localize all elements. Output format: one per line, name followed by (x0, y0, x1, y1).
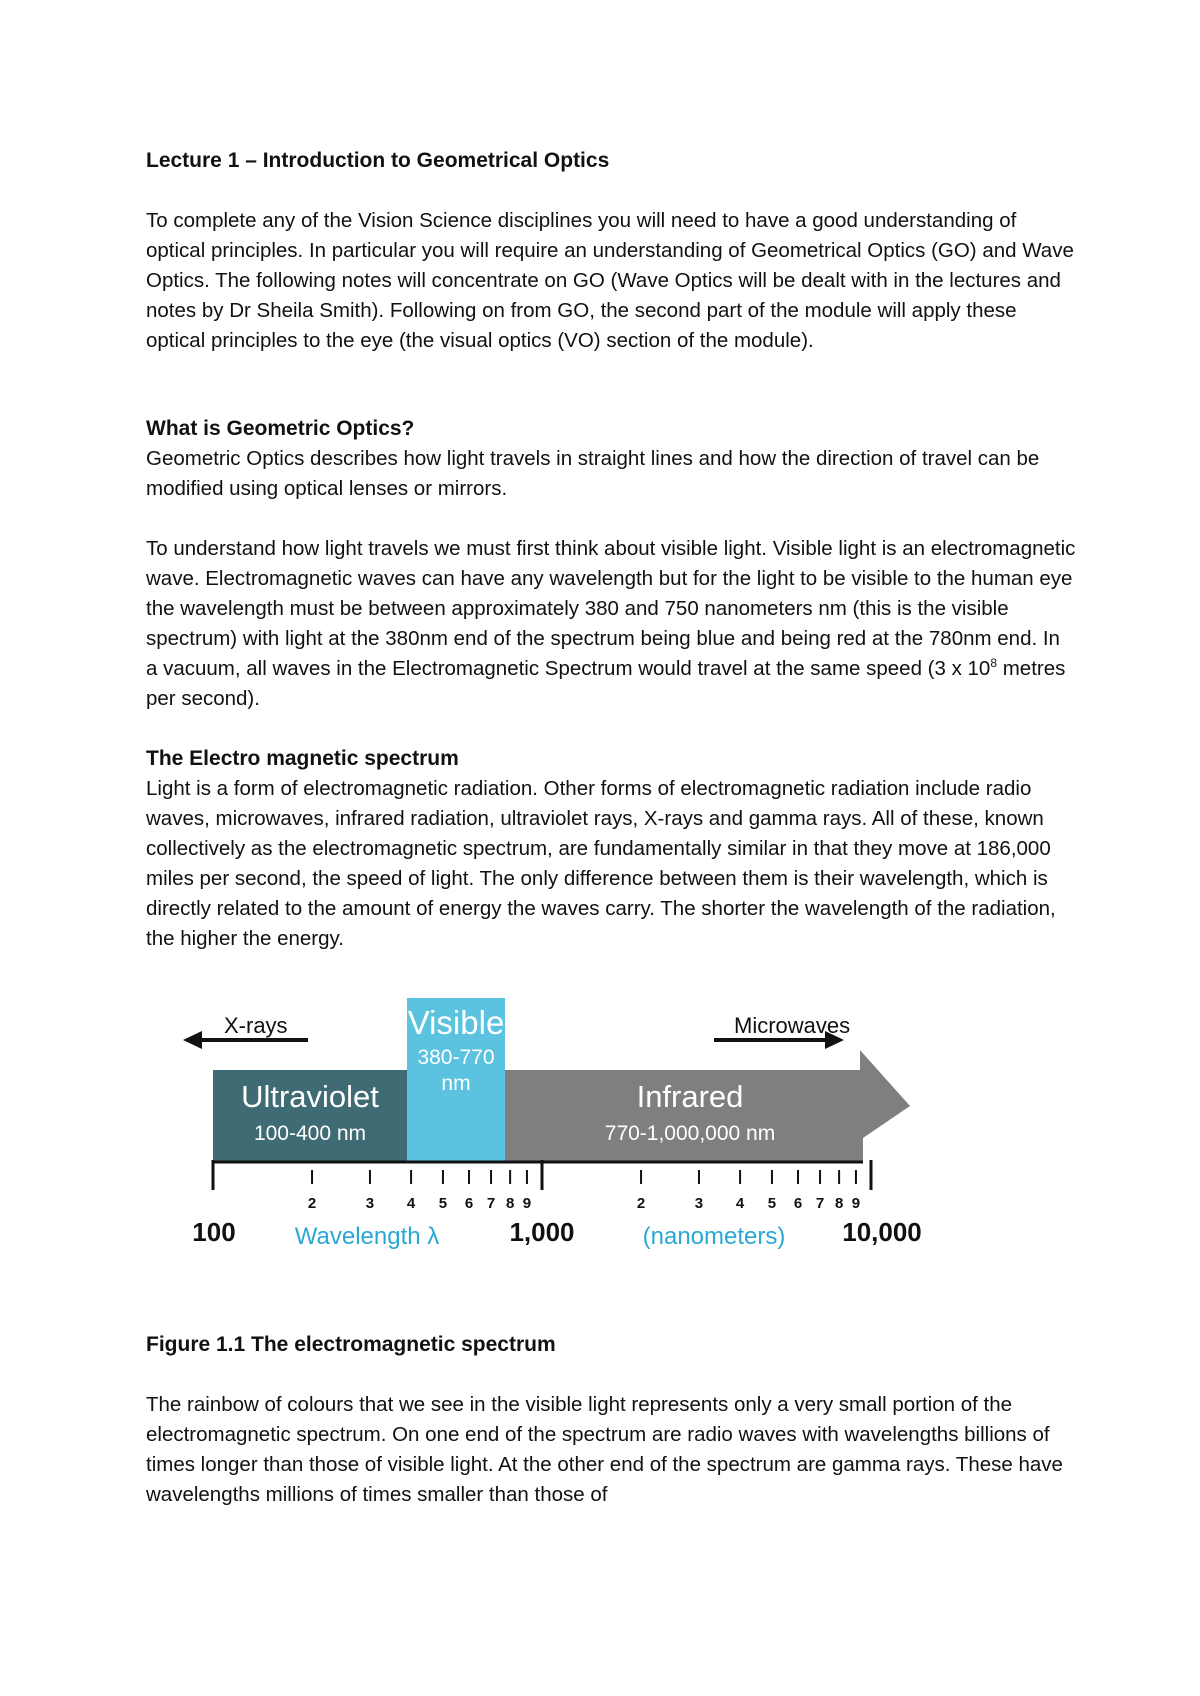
wavelength-label: Wavelength λ (294, 1223, 440, 1250)
section-heading-em-spectrum: The Electro magnetic spectrum (146, 747, 459, 770)
axis-tick-label-left-7: 7 (486, 1195, 496, 1212)
closing-paragraph: The rainbow of colours that we see in the visible light represents only a very small portion of the electromagnetic spectrum. On one end of the spectrum are radio waves with wavelengths billions of times longer than those of visible light. At the other end of the spectrum are gamma rays. These have wavelengths millions of times smaller than those of (146, 1393, 1063, 1506)
geometric-optics-paragraph: Geometric Optics describes how light travels in straight lines and how the direction of travel can be modified using optical lenses or mirrors. (146, 447, 1040, 500)
exponent: 8 (990, 656, 998, 671)
figure-caption: Figure 1.1 The electromagnetic spectrum (146, 1333, 556, 1356)
visible-light-text: To understand how light travels we must first think about visible light. Visible light is an electromagnetic wave. Electromagnetic waves can have any wavelength but for the light to be visible to the human eye the wavelength must be between approximately 380 and 750 nanometers nm (this is the visible spectrum) with light at the 380nm end of the spectrum being blue and being red at the 780nm end. In a vacuum, all waves in the Electromagnetic Spectrum would travel at the same speed (3 x 10 (146, 537, 1076, 680)
axis-tick-label-left-2: 2 (307, 1195, 317, 1212)
axis-tick-label-left-4: 4 (406, 1195, 416, 1212)
em-spectrum-figure (170, 990, 950, 1280)
axis-tick-label-left-3: 3 (365, 1195, 375, 1212)
axis-tick-label-left-9: 9 (522, 1195, 532, 1212)
visible-light-paragraph (146, 534, 1076, 714)
ultraviolet-label: Ultraviolet (241, 1079, 379, 1114)
axis-tick-label-left-5: 5 (438, 1195, 448, 1212)
nanometers-label: (nanometers) (642, 1223, 786, 1250)
visible-light-text-end: metres per second). (146, 657, 1066, 710)
axis-tick-label-right-7: 7 (815, 1195, 825, 1212)
axis-tick-label-right-8: 8 (834, 1195, 844, 1212)
axis-label-1000: 1,000 (509, 1217, 575, 1247)
xrays-arrow-head (183, 1031, 202, 1049)
visible-unit: nm (441, 1072, 471, 1095)
section-heading-geometric-optics: What is Geometric Optics? (146, 417, 415, 440)
visible-range: 380-770 (417, 1046, 495, 1069)
axis-label-10000: 10,000 (842, 1217, 922, 1247)
microwaves-label: Microwaves (734, 1013, 851, 1038)
em-spectrum-paragraph: Light is a form of electromagnetic radiation. Other forms of electromagnetic radiation include radio waves, microwaves, infrared radiation, ultraviolet rays, X-rays and gamma rays. All of these, known collectively as the electromagnetic spectrum, are fundamentally similar in that they move at 186,000 miles per second, the speed of light. The only difference between them is their wavelength, which is directly related to the amount of energy the waves carry. The shorter the wavelength of the radiation, the higher the energy. (146, 777, 1056, 950)
axis-tick-label-right-6: 6 (793, 1195, 803, 1212)
axis-tick-label-right-3: 3 (694, 1195, 704, 1212)
axis-tick-label-right-2: 2 (636, 1195, 646, 1212)
axis-tick-label-right-9: 9 (851, 1195, 861, 1212)
axis-tick-label-right-4: 4 (735, 1195, 745, 1212)
intro-paragraph: To complete any of the Vision Science disciplines you will need to have a good understanding of optical principles. In particular you will require an understanding of Geometrical Optics (GO) and Wave Optics. The following notes will concentrate on GO (Wave Optics will be dealt with in the lectures and notes by Dr Sheila Smith). Following on from GO, the second part of the module will apply these optical principles to the eye (the visual optics (VO) section of the module). (146, 209, 1074, 352)
infrared-range: 770-1,000,000 nm (604, 1122, 776, 1145)
infrared-label: Infrared (636, 1079, 744, 1114)
axis-tick-label-left-8: 8 (505, 1195, 515, 1212)
visible-label: Visible (407, 1004, 505, 1041)
infrared-arrow-tip (860, 1050, 910, 1140)
page-title: Lecture 1 – Introduction to Geometrical Optics (146, 149, 610, 172)
ultraviolet-range: 100-400 nm (253, 1122, 367, 1145)
xrays-label: X-rays (224, 1013, 288, 1038)
axis-tick-label-left-6: 6 (464, 1195, 474, 1212)
axis-tick-label-right-5: 5 (767, 1195, 777, 1212)
axis-ticks (213, 1160, 871, 1212)
axis-label-100: 100 (192, 1217, 236, 1247)
